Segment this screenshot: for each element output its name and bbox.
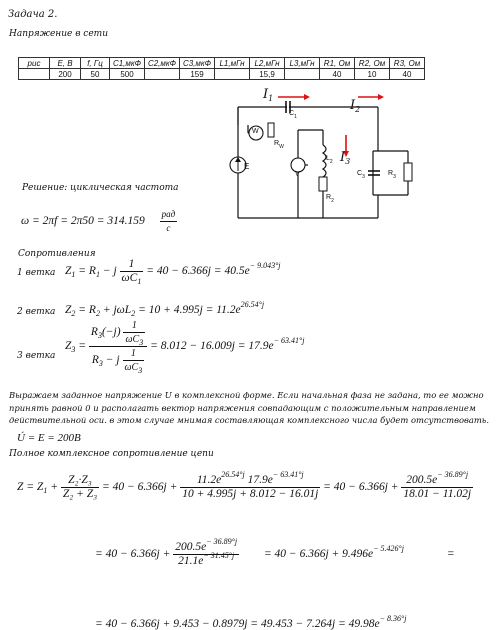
params-value-cell: [285, 69, 320, 80]
r2-label: $R_2$: [326, 194, 334, 204]
params-value-cell: 40: [320, 69, 355, 80]
params-table: [18, 57, 425, 80]
l2-label: $L_2$: [326, 155, 333, 165]
u-formula: Ú = E = 200B: [17, 432, 81, 444]
branch2-formula: $Z_2 = R_2 + j\omega L_2 = 10 + 4.995j = 11.2e^{26.54^\circ j}$: [65, 300, 265, 318]
params-header-cell: L1,мГн: [215, 58, 250, 69]
params-header-cell: E, В: [50, 58, 81, 69]
params-value-cell: [19, 69, 50, 80]
branch2-label: 2 ветка: [17, 307, 56, 317]
omega-unit-num: рад: [160, 208, 178, 222]
source-e-label: E: [244, 162, 250, 171]
params-header-cell: L2,мГн: [250, 58, 285, 69]
params-header-cell: рис: [19, 58, 50, 69]
params-value-cell: [145, 69, 180, 80]
current-i1-label: $I_1$: [263, 87, 274, 103]
current-i3-label: $I_3$: [340, 150, 351, 166]
params-value-cell: 40: [390, 69, 425, 80]
params-header-cell: R1, Ом: [320, 58, 355, 69]
total-impedance-heading: Полное комплексное сопротивление цепи: [9, 449, 214, 459]
params-header-cell: C1,мкФ: [110, 58, 145, 69]
branch3-formula: $Z_3$ = $R_3(-j)$ $\frac{1}{\omega C_3}$ $R_3 - j$ $\frac{1}{\omega C_3}$ = $8.012 - 16.009j = 17.9e^{- 63.41^\circ j}$: [65, 320, 305, 375]
circuit-schematic: [228, 85, 418, 220]
rw-label: $R_W$: [274, 140, 284, 150]
params-header-cell: C2,мкФ: [145, 58, 180, 69]
params-value-row: [19, 69, 425, 80]
params-header-cell: f, Гц: [81, 58, 110, 69]
total-impedance-line2: = 40 − 6.366j + $\frac{200.5e^{- 36.89^\circ j}}{21.1e^{- 31.45^\circ j}}$ = $40 - 6.366j + 9.496e^{- 5.426^\circ j}$ =: [95, 537, 455, 567]
params-value-cell: 10: [355, 69, 390, 80]
omega-unit-den: с: [166, 223, 171, 233]
params-value-cell: 50: [81, 69, 110, 80]
omega-formula: ω = 2πf = 2π50 = 314.159 $\frac{\text{рад}}{с}$: [21, 209, 176, 233]
current-i2-label: $I_2$: [350, 98, 361, 114]
params-header-row: [19, 58, 425, 69]
params-value-cell: 200: [50, 69, 81, 80]
branch3-label: 3 ветка: [17, 351, 56, 361]
c1-label: $C_1$: [289, 110, 297, 120]
params-value-cell: 15,9: [250, 69, 285, 80]
params-header-cell: R2, Ом: [355, 58, 390, 69]
wattmeter-label: W: [252, 128, 259, 135]
solution-heading: Решение: циклическая частота: [22, 183, 179, 193]
branch1-formula: $Z_1 = R_1 - j$ $\frac{1}{\omega C_1}$ = $40 - 6.366j = 40.5e^{- 9.043^\circ j}$: [65, 258, 281, 286]
params-value-cell: 500: [110, 69, 145, 80]
total-impedance-line3: = $40 - 6.366j + 9.453 - 0.8979j = 49.453 - 7.264j = 49.98e^{- 8.36^\circ j}$: [95, 614, 407, 630]
resistance-heading: Сопротивления: [18, 249, 96, 259]
branch1-label: 1 ветка: [17, 268, 56, 278]
params-header-cell: R3, Ом: [390, 58, 425, 69]
voltmeter-label: V: [295, 171, 300, 178]
params-header-cell: C3,мкФ: [180, 58, 215, 69]
task-title: Задача 2.: [8, 9, 58, 20]
params-value-cell: 159: [180, 69, 215, 80]
r3-label: $R_3$: [388, 170, 396, 180]
voltage-paragraph: Выражаем заданное напряжение U в комплексной форме. Если начальная фаза не задана, то ее можно принять равной 0 и располагать вектор напряжения совпадающим с положительным направлением действительной оси. в этом случае мнимая составляющая комплексного числа будет отсутствовать.: [9, 390, 490, 425]
params-value-cell: [215, 69, 250, 80]
c3-label: $C_3$: [357, 170, 365, 180]
params-header-cell: L3,мГн: [285, 58, 320, 69]
section-title: Напряжение в сети: [9, 29, 108, 39]
total-impedance-line1: $Z = Z_1$ + $\frac{\text{Z₂·Z₃}}{\text{Z₂ + Z₃}}$ = 40 − 6.366j + $\frac{11.2e^{26.54^\circ j} 17.9e^{- 63.41^\circ j}}{10 + 4.995j + 8.012 - 16.01j}$ = 40 − 6.366j + $\frac{200.5e^{- 36.89^\circ j}}{18.01 - 11.02j}$: [17, 470, 472, 500]
